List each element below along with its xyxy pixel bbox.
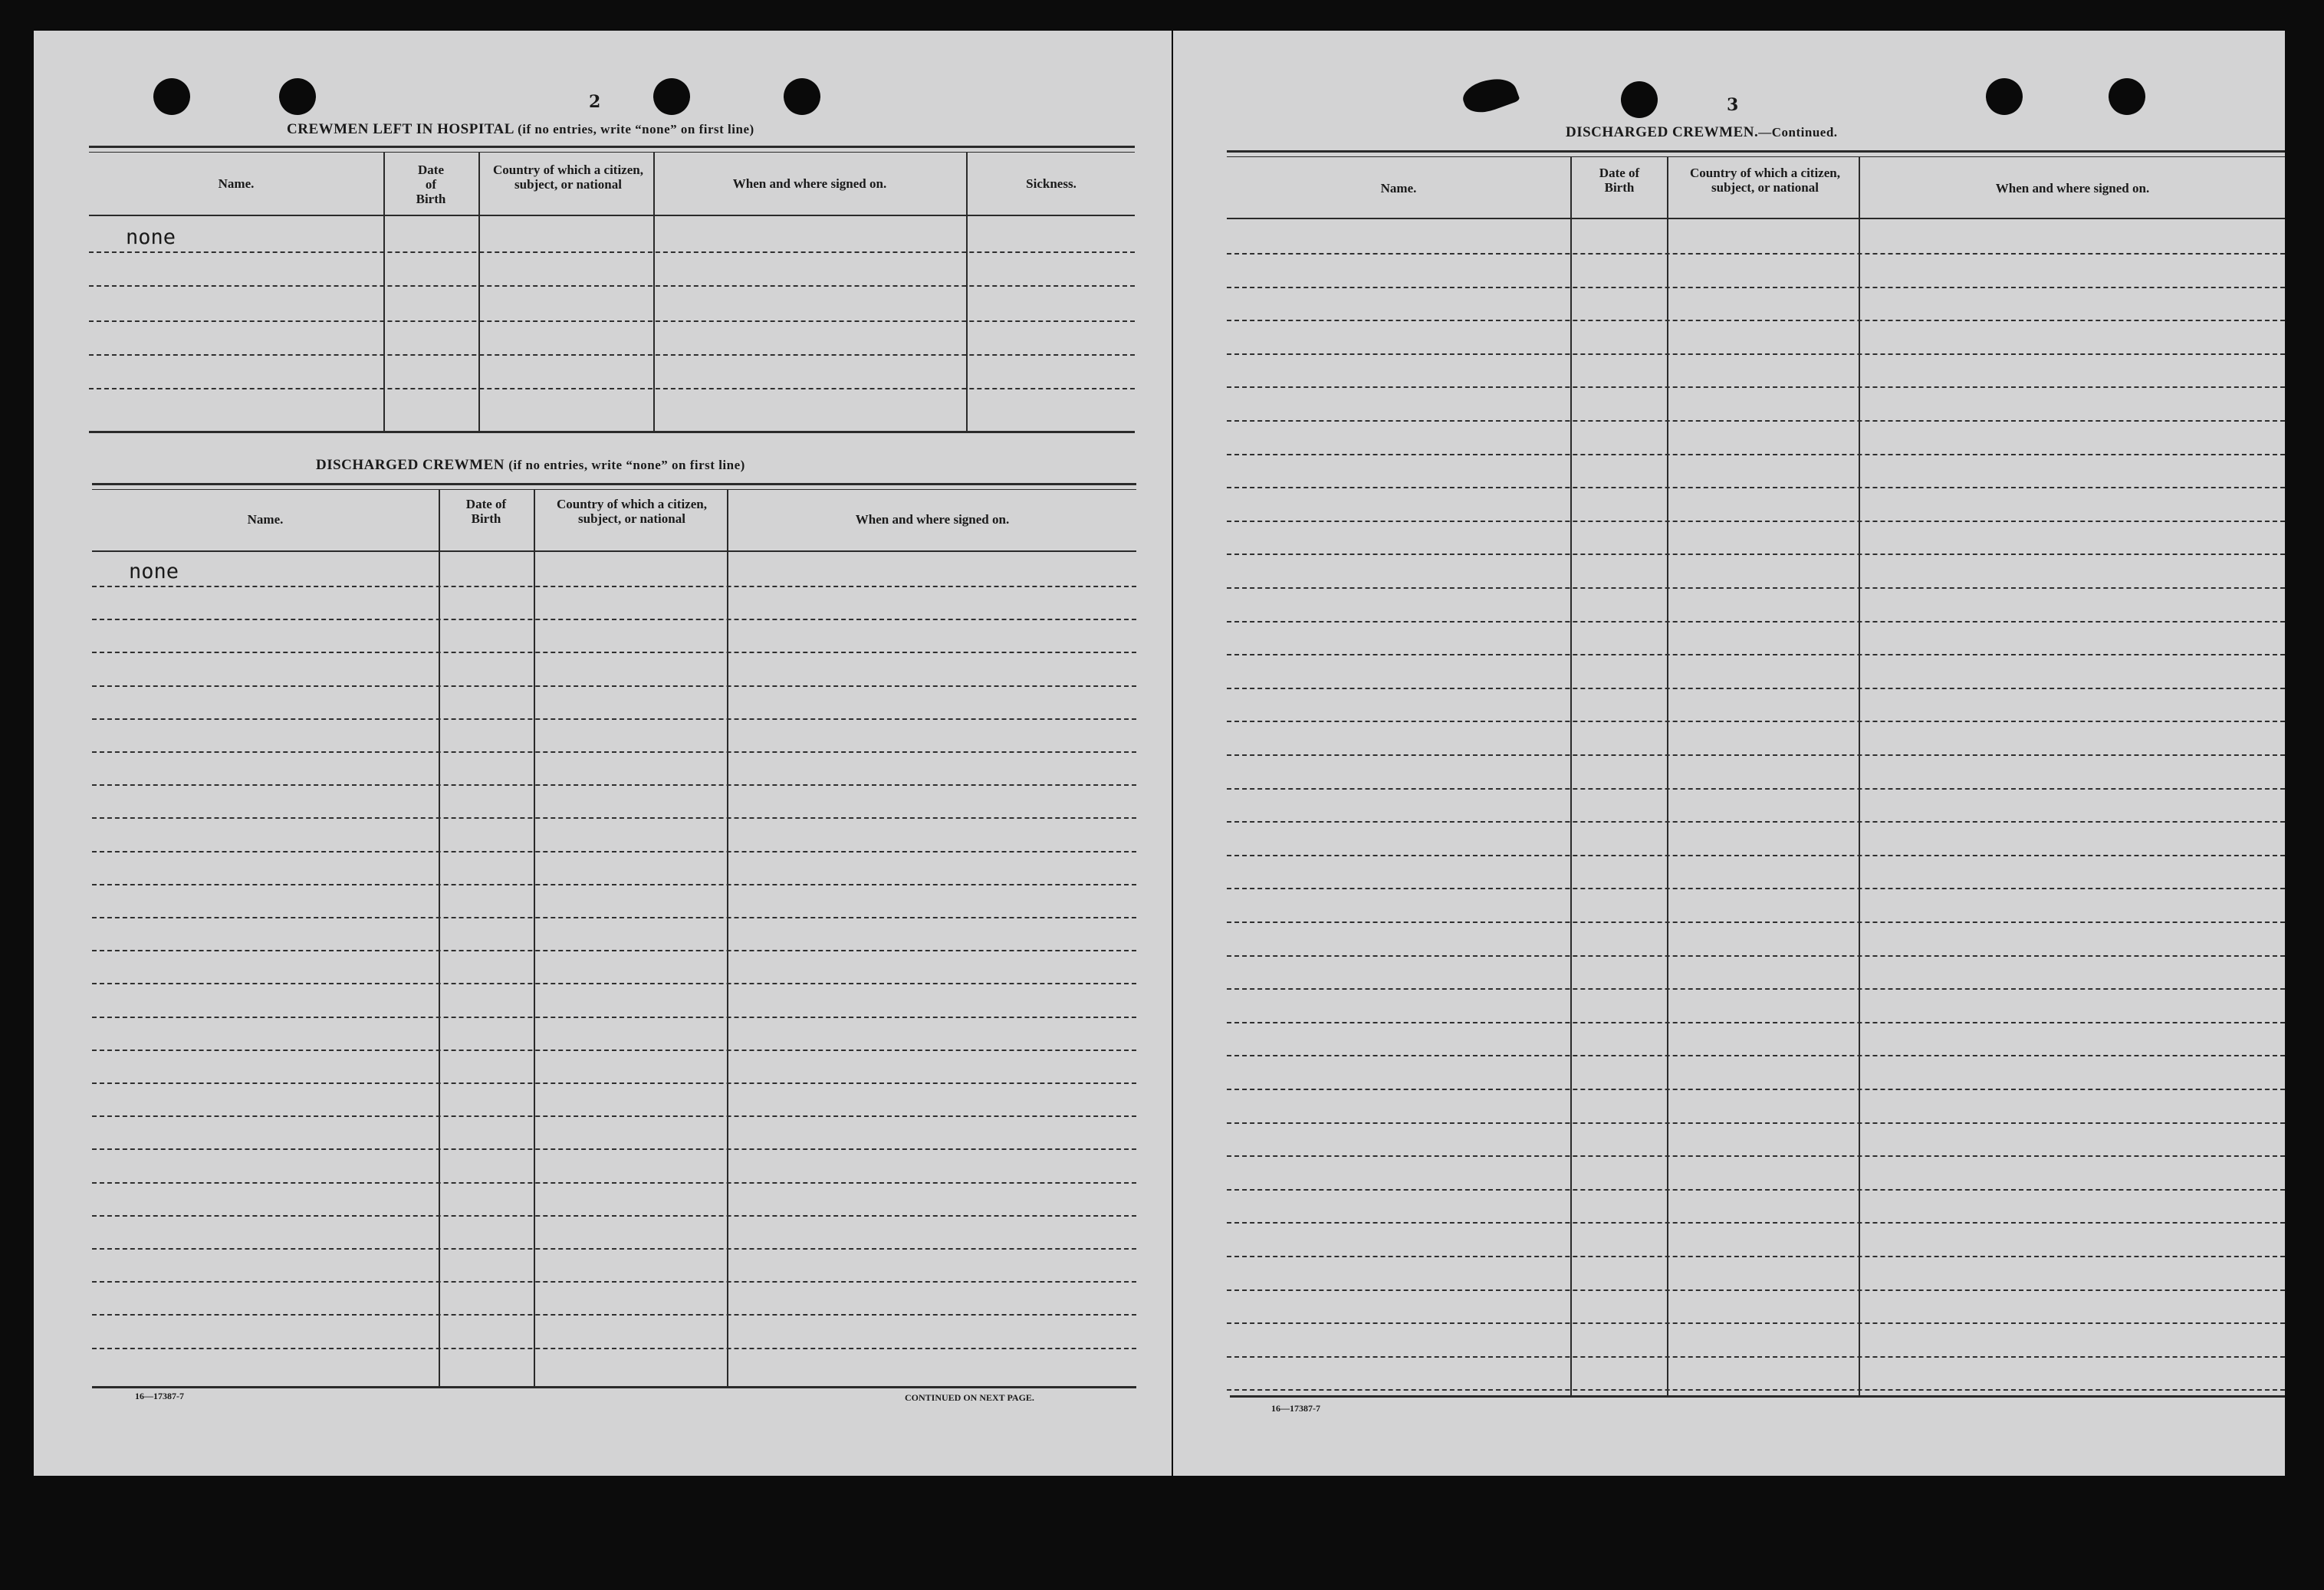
hospital-row-line: [89, 354, 1135, 356]
discharged-title-text: DISCHARGED CREWMEN: [316, 457, 505, 473]
row-line: [1227, 353, 2285, 355]
discharged-instruction: (if no entries, write “none” on first line): [508, 458, 745, 472]
hospital-entry-none: none: [126, 225, 176, 249]
row-line: [1227, 420, 2285, 422]
discharged-header-rule: [92, 550, 1136, 552]
row-line: [92, 1215, 1136, 1217]
hospital-header-name: Name.: [218, 176, 255, 191]
right-top-rule: [1227, 150, 2285, 153]
punch-hole: [1621, 81, 1658, 118]
row-line: [92, 983, 1136, 984]
row-line: [92, 817, 1136, 819]
hospital-header-country: Country of which a citizen, subject, or national: [493, 163, 643, 192]
row-line: [92, 652, 1136, 653]
row-line: [1227, 855, 2285, 856]
row-line: [1227, 788, 2285, 790]
hospital-bottom-rule: [89, 431, 1135, 433]
row-line: [92, 1017, 1136, 1018]
right-col-divider: [1667, 156, 1668, 1395]
hospital-top-rule-thin: [89, 152, 1135, 153]
discharged-header-dob: Date of Birth: [465, 497, 507, 526]
row-line: [1227, 621, 2285, 623]
row-line: [1227, 721, 2285, 722]
row-line: [92, 917, 1136, 918]
hospital-header-rule: [89, 215, 1135, 216]
page-number: 3: [1727, 95, 1739, 115]
discharged-header-country: Country of which a citizen, subject, or national: [557, 497, 707, 526]
hospital-row-line: [89, 388, 1135, 389]
hospital-header-signed-on: When and where signed on.: [732, 176, 887, 191]
discharged-col-divider: [727, 489, 728, 1386]
discharged-top-rule: [92, 483, 1136, 485]
row-line: [92, 685, 1136, 687]
row-line: [92, 1148, 1136, 1150]
hospital-header-dob: Date of Birth: [416, 163, 446, 206]
row-line: [1227, 521, 2285, 522]
discharged-entry-none: none: [129, 560, 179, 583]
row-line: [1227, 1155, 2285, 1157]
right-header-rule: [1227, 218, 2285, 219]
right-col-divider: [1859, 156, 1860, 1395]
row-line: [1227, 1389, 2285, 1391]
row-line: [1227, 1322, 2285, 1324]
row-line: [1227, 320, 2285, 321]
discharged-col-divider: [534, 489, 535, 1386]
hospital-top-rule: [89, 146, 1135, 148]
hospital-instruction: (if no entries, write “none” on first line): [518, 122, 754, 136]
row-line: [92, 1182, 1136, 1184]
row-line: [1227, 1289, 2285, 1291]
hospital-title-text: CREWMEN LEFT IN HOSPITAL: [287, 121, 514, 137]
row-line: [1227, 587, 2285, 589]
hospital-section-title: [287, 121, 754, 138]
right-header-name: Name.: [1380, 181, 1417, 195]
row-line: [1227, 554, 2285, 555]
row-line: [1227, 821, 2285, 823]
row-line: [1227, 688, 2285, 689]
hospital-row-line: [89, 320, 1135, 322]
row-line: [92, 851, 1136, 852]
row-line: [92, 1115, 1136, 1117]
row-line: [1227, 253, 2285, 255]
row-line: [92, 1314, 1136, 1316]
discharged-header-name: Name.: [247, 512, 284, 527]
punch-hole: [784, 78, 820, 115]
continued-suffix: —Continued.: [1758, 125, 1838, 140]
row-line: [1227, 287, 2285, 288]
row-line: [92, 1348, 1136, 1349]
torn-corner-mark: [1459, 71, 1520, 119]
right-header-signed-on: When and where signed on.: [1995, 181, 2150, 195]
form-number: 16—17387-7: [135, 1391, 184, 1401]
row-line: [1227, 1256, 2285, 1257]
hospital-header-sickness: Sickness.: [1026, 176, 1077, 191]
row-line: [1227, 1122, 2285, 1124]
row-line: [92, 884, 1136, 885]
row-line: [1227, 1222, 2285, 1224]
punch-hole: [279, 78, 316, 115]
punch-hole: [2109, 78, 2145, 115]
discharged-top-rule-thin: [92, 489, 1136, 490]
row-line: [92, 718, 1136, 720]
right-page: [1173, 31, 2285, 1476]
row-line: [92, 586, 1136, 587]
left-page: [34, 31, 1172, 1476]
row-line: [92, 950, 1136, 951]
row-line: [1227, 487, 2285, 488]
row-line: [1227, 888, 2285, 889]
right-bottom-rule: [1230, 1395, 2285, 1398]
hospital-row-line: [89, 285, 1135, 287]
row-line: [1227, 1356, 2285, 1358]
row-line: [92, 784, 1136, 786]
row-line: [1227, 988, 2285, 990]
row-line: [1227, 921, 2285, 923]
row-line: [1227, 1089, 2285, 1090]
row-line: [1227, 386, 2285, 388]
right-header-country: Country of which a citizen, subject, or national: [1690, 166, 1840, 195]
row-line: [1227, 1022, 2285, 1023]
discharged-col-divider: [439, 489, 440, 1386]
right-header-dob: Date of Birth: [1599, 166, 1640, 195]
right-top-rule-thin: [1227, 156, 2285, 157]
page-number: 2: [589, 92, 601, 112]
right-col-divider: [1570, 156, 1572, 1395]
discharged-section-title: [316, 457, 745, 474]
row-line: [92, 1281, 1136, 1283]
discharged-continued-title: [1566, 124, 1838, 141]
row-line: [1227, 1055, 2285, 1056]
punch-hole: [653, 78, 690, 115]
row-line: [1227, 754, 2285, 756]
row-line: [92, 619, 1136, 620]
row-line: [1227, 955, 2285, 957]
continued-note: CONTINUED ON NEXT PAGE.: [905, 1392, 1034, 1403]
form-number: 16—17387-7: [1271, 1403, 1320, 1414]
row-line: [92, 751, 1136, 753]
row-line: [1227, 654, 2285, 655]
row-line: [1227, 1189, 2285, 1191]
hospital-row-line: [89, 251, 1135, 253]
row-line: [1227, 454, 2285, 455]
discharged-header-signed-on: When and where signed on.: [855, 512, 1010, 527]
discharged-bottom-rule: [92, 1386, 1136, 1388]
punch-hole: [1986, 78, 2023, 115]
punch-hole: [153, 78, 190, 115]
row-line: [92, 1050, 1136, 1051]
discharged-continued-title-text: DISCHARGED CREWMEN.: [1566, 124, 1759, 140]
row-line: [92, 1248, 1136, 1250]
row-line: [92, 1082, 1136, 1084]
